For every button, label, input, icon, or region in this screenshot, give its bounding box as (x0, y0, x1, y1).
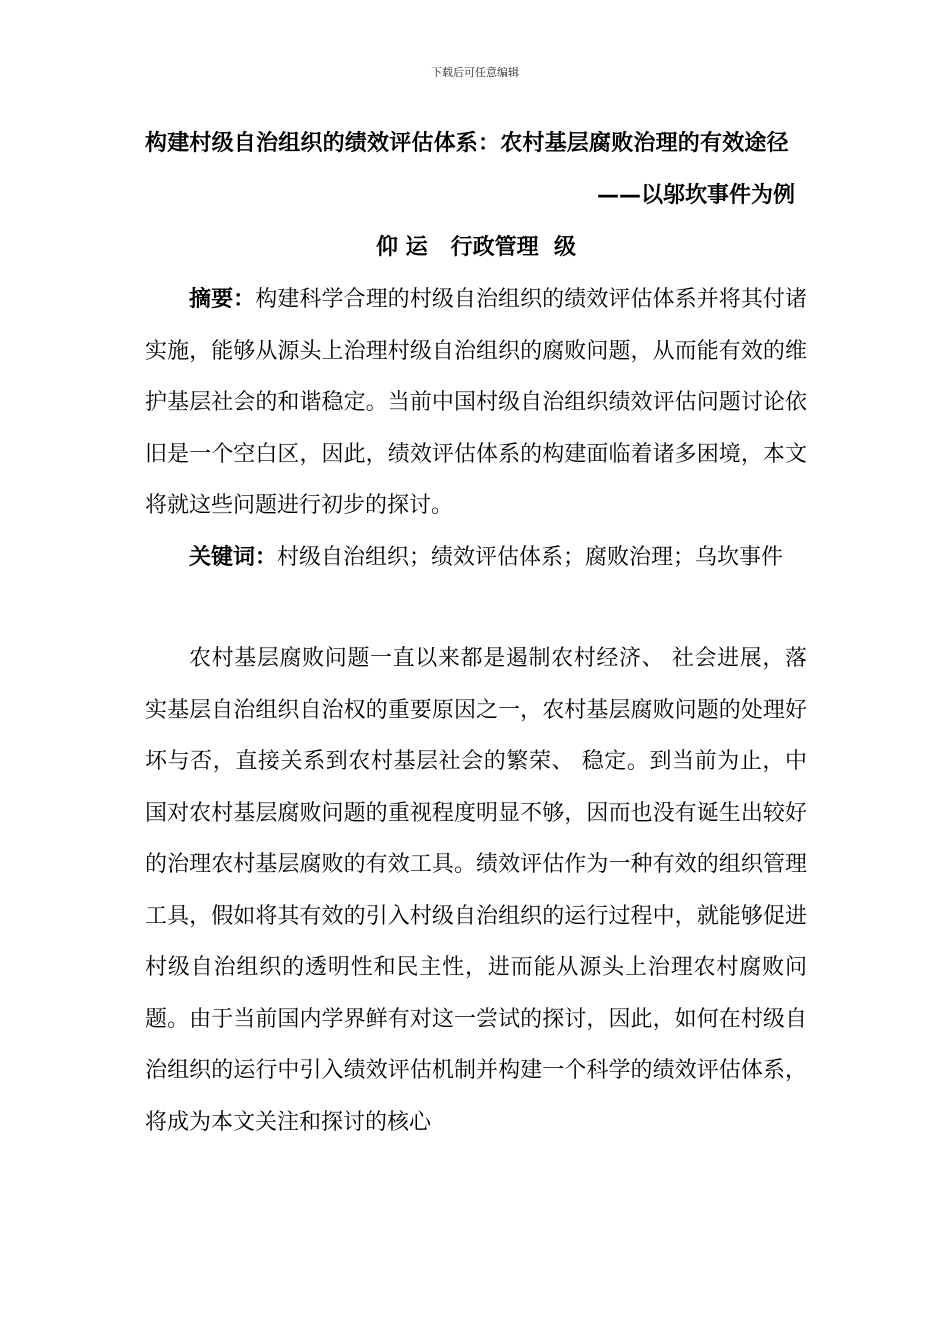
document-title: 构建村级自治组织的绩效评估体系：农村基层腐败治理的有效途径 (145, 131, 789, 156)
document-content (145, 118, 807, 1148)
abstract-label: 摘要： (189, 287, 256, 312)
body-paragraph: 农村基层腐败问题一直以来都是遏制农村经济、 社会进展，落实基层自治组织自治权的重要原因之一，农村基层腐败问题的处理好坏与否，直接关系到农村基层社会的繁荣、 稳定。到当前为止，中国对农村基层腐败问题的重视程度明显不够，因而也没有诞生出较好的治理农村基层腐败的有效工具。绩效评估作为一种有效的组织管理工具，假如将其有效的引入村级自治组织的运行过程中，就能够促进村级自治组织的透明性和民主性，进而能从源头上治理农村腐败问题。由于当前国内学界鲜有对这一尝试的探讨，因此，如何在村级自治组织的运行中引入绩效评估机制并构建一个科学的绩效评估体系，将成为本文关注和探讨的核心 (145, 646, 807, 1135)
keywords-text: 村级自治组织；绩效评估体系；腐败治理；乌坎事件 (277, 544, 784, 570)
keywords-paragraph (145, 532, 807, 584)
keywords-label: 关键词： (189, 544, 278, 570)
author-line: 仰 运 行政管理 级 (376, 235, 576, 260)
abstract-text: 构建科学合理的村级自治组织的绩效评估体系并将其付诸实施，能够从源头上治理村级自治组织的腐败问题，从而能有效的维护基层社会的和谐稳定。当前中国村级自治组织绩效评估问题讨论依旧是一个空白区，因此，绩效评估体系的构建面临着诸多困境，本文将就这些问题进行初步的探讨。 (145, 287, 807, 518)
abstract-paragraph (145, 274, 807, 532)
document-subtitle: ——以邬坎事件为例 (596, 183, 795, 208)
paragraph-spacer (145, 583, 807, 633)
header-note: 下载后可任意编辑 (431, 66, 519, 79)
